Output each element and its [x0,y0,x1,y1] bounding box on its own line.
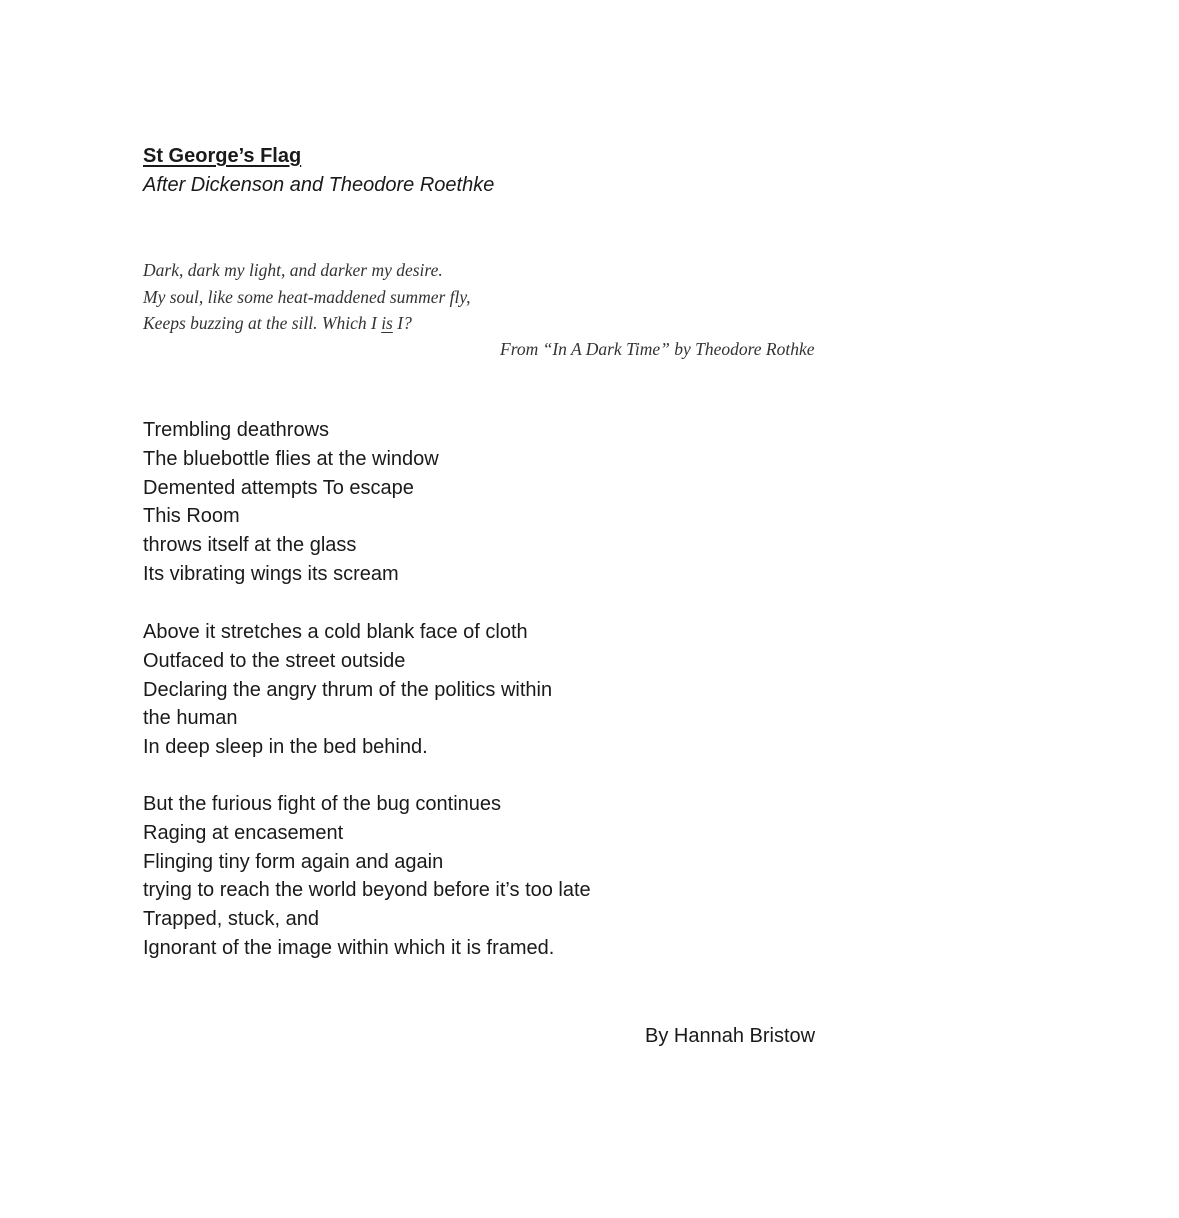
stanza [143,618,552,762]
epigraph-line-text: Keeps buzzing at the sill. Which I [143,313,382,333]
poem-line: Trapped, stuck, and [143,908,320,931]
poem-line: Trembling deathrows [143,419,330,441]
poem-line: trying to reach the world beyond before it’s too late [143,879,591,902]
poem-line: Declaring the angry thrum of the politics within [143,678,553,701]
author-byline: By Hannah Bristow [645,1025,816,1047]
poem-title: St George’s Flag [143,145,302,167]
poem-line: Flinging tiny form again and again [143,850,444,873]
poem-line: Ignorant of the image within which it is framed. [143,936,555,959]
epigraph-line-text: I? [392,313,412,333]
poem-line: Raging at encasement [143,821,344,844]
epigraph-line [143,310,471,337]
poem-line: In deep sleep in the bed behind. [143,736,428,759]
poem-line: Above it stretches a cold blank face of cloth [143,621,528,643]
poem-line: Demented attempts To escape [143,476,414,499]
poem-subtitle: After Dickenson and Theodore Roethke [143,174,495,196]
epigraph [143,257,471,337]
epigraph-line: Dark, dark my light, and darker my desire. [143,260,443,280]
poem-line: But the furious fight of the bug continues [143,793,502,815]
stanza [143,790,591,963]
poem-line: the human [143,707,238,730]
epigraph-line: My soul, like some heat-maddened summer fly, [143,286,471,307]
poem-line: Its vibrating wings its scream [143,562,399,585]
poem-line: Outfaced to the street outside [143,649,406,672]
epigraph-source: From “In A Dark Time” by Theodore Rothke [500,339,815,359]
poem-line: This Room [143,505,240,528]
poem-line: throws itself at the glass [143,534,357,557]
epigraph-underlined-word: is [381,313,393,333]
stanza [143,416,439,589]
poem-line: The bluebottle flies at the window [143,447,439,470]
